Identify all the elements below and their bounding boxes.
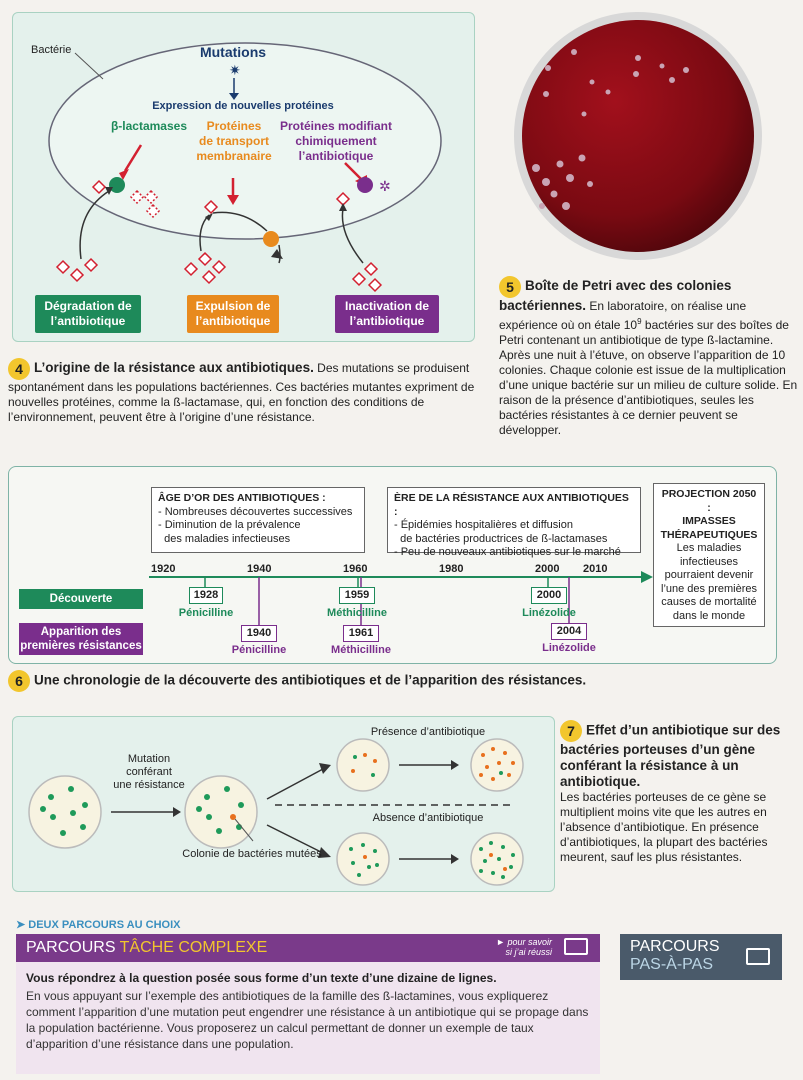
transport-label: Protéines de transport membranaire — [196, 119, 272, 163]
caption-4 — [8, 358, 478, 425]
task-question: Vous répondrez à la question posée sous forme d’un texte d’une dizaine de lignes. — [26, 971, 497, 985]
badge-4: 4 — [8, 358, 30, 380]
beta-lactamase-icon — [109, 177, 125, 193]
pour-savoir-link[interactable]: ► pour savoir si j’ai réussi — [496, 937, 552, 957]
resistance-name-methicilline: Méthicilline — [331, 644, 391, 656]
laptop-icon — [564, 938, 588, 955]
caption-5-text-b: bactéries sur des boîtes de Petri contenant un antibiotique de type ß-lactamine. Après une nuit à l’étuve, on observe l’apparition de 10 colonies. Chaque colonie est issue de la multiplication d’une unique bactérie sur un milieu de culture solide. En raison de la présence d’antibiotiques, seules les bactéries résistantes à ce dernier peuvent se développer. — [499, 318, 798, 437]
year-2000: 2000 — [535, 563, 560, 575]
caption-5 — [499, 276, 799, 438]
resistance-year-1961: 1961 — [343, 625, 379, 642]
modifying-protein-icon — [357, 177, 373, 193]
caption-7-title: Effet d’un antibiotique sur des bactéries porteuses d’un gène conférant la résistance à un antibiotique. — [560, 722, 781, 789]
petri-dish-photo — [508, 8, 768, 263]
task-body: En vous appuyant sur l’exemple des antibiotiques de la famille des ß-lactamines, vous expliquerez comment l’apparition d’une mutation peut engendrer une résistance à un antibiotique qui se propage dans la population bactérienne. Vous proposerez un calcul permettant de donner un exemple de taux d’apparition d’une résistance dans une population. — [26, 989, 589, 1051]
beta-lactamases-label: β-lactamases — [110, 119, 188, 133]
discovery-name-linezolide: Linézolide — [522, 607, 576, 619]
transport-protein-icon — [263, 231, 279, 247]
deux-parcours-label: ➤ DEUX PARCOURS AU CHOIX — [16, 919, 181, 931]
parcours-tache-complexe[interactable] — [16, 934, 600, 1074]
band-decouverte: Découverte — [19, 589, 143, 609]
mutation-label: Mutation conférant une résistance — [113, 753, 185, 791]
discovery-year-1959: 1959 — [339, 587, 375, 604]
resistance-year-2004: 2004 — [551, 623, 587, 640]
antibiotic-effect-diagram — [13, 717, 556, 893]
svg-text:✲: ✲ — [379, 178, 391, 194]
badge-5: 5 — [499, 276, 521, 298]
discovery-name-penicilline: Pénicilline — [178, 607, 234, 619]
mutation-star-icon: ✷ — [229, 62, 241, 78]
band-apparition: Apparition des premières résistances — [19, 623, 143, 655]
badge-7: 7 — [560, 720, 582, 742]
discovery-year-2000: 2000 — [531, 587, 567, 604]
mutations-label: Mutations — [199, 44, 267, 60]
bacterie-label: Bactérie — [31, 44, 72, 56]
caption-5-text-a: En laboratoire, on réalise une expérience où on étale 10 — [499, 299, 747, 332]
pas-a-pas-line2: PAS-À-PAS — [630, 956, 713, 973]
parcours-pas-a-pas[interactable] — [620, 934, 782, 980]
parcours-complexe-header: PARCOURS TÂCHE COMPLEXE ► pour savoir si j’ai réussi — [16, 934, 600, 962]
caption-4-text: Des mutations se produisent spontanément dans les populations bactériennes. Ces bactéries mutantes expriment de nouvelles protéines, comme la ß-lactamase, qui, en fonction des conditions de l’environnement, peuvent être à l’origine d’une résistance. — [8, 361, 475, 424]
expression-label: Expression de nouvelles protéines — [152, 100, 334, 112]
resistance-year-1940: 1940 — [241, 625, 277, 642]
arrow-right-icon: ➤ — [16, 919, 29, 931]
box-degradation: Dégradation de l’antibiotique — [35, 295, 141, 333]
caption-7 — [560, 720, 796, 865]
modif-label: Protéines modifiant chimiquement l’antibiotique — [279, 119, 392, 163]
caption-6-title: Une chronologie de la découverte des antibiotiques et de l’apparition des résistances. — [34, 672, 587, 688]
discovery-year-1928: 1928 — [189, 587, 223, 604]
resistance-name-linezolide: Linézolide — [542, 642, 596, 654]
year-1960: 1960 — [343, 563, 368, 575]
era-projection-2050: PROJECTION 2050 : IMPASSES THÉRAPEUTIQUES Les maladies infectieuses pourraient devenir l’une des premières causes de mortalité dans le monde — [653, 483, 765, 627]
caption-4-title: L’origine de la résistance aux antibiotiques. — [34, 360, 314, 376]
caption-6 — [8, 670, 586, 692]
badge-6: 6 — [8, 670, 30, 692]
year-2010: 2010 — [583, 563, 608, 575]
caption-5-title: Boîte de Petri avec des colonies bactériennes. — [499, 278, 732, 313]
figure-7-antibiotic-effect — [12, 716, 555, 892]
figure-4-resistance-origin — [12, 12, 475, 342]
discovery-name-methicilline: Méthicilline — [327, 607, 387, 619]
pas-a-pas-line1: PARCOURS — [630, 938, 720, 955]
year-1980: 1980 — [439, 563, 464, 575]
presence-label: Présence d’antibiotique — [370, 726, 486, 738]
resistance-name-penicilline: Pénicilline — [231, 644, 287, 656]
colonie-label: Colonie de bactéries mutées — [182, 848, 322, 860]
year-1940: 1940 — [247, 563, 272, 575]
resistance-diagram — [13, 13, 476, 343]
laptop-icon — [746, 948, 770, 965]
absence-label: Absence d’antibiotique — [372, 812, 484, 824]
year-1920: 1920 — [151, 563, 176, 575]
era-golden-age: ÂGE D’OR DES ANTIBIOTIQUES : - Nombreuses découvertes successives - Diminution de la prévalence des maladies infectieuses — [151, 487, 365, 553]
box-inactivation: Inactivation de l’antibiotique — [335, 295, 439, 333]
box-expulsion: Expulsion de l’antibiotique — [187, 295, 279, 333]
caption-5-exponent: 9 — [637, 317, 642, 326]
antibiotic-timeline — [8, 466, 777, 664]
caption-7-text: Les bactéries porteuses de ce gène se multiplient moins vite que les autres en l’absence d’antibiotique. En présence d’antibiotiques, la plupart des bactéries meurent, sauf les plus résistantes. — [560, 790, 768, 864]
era-resistance: ÈRE DE LA RÉSISTANCE AUX ANTIBIOTIQUES : - Épidémies hospitalières et diffusion de bactéries productrices de ß-lactamases - Peu de nouveaux antibiotiques sur le marché — [387, 487, 641, 553]
